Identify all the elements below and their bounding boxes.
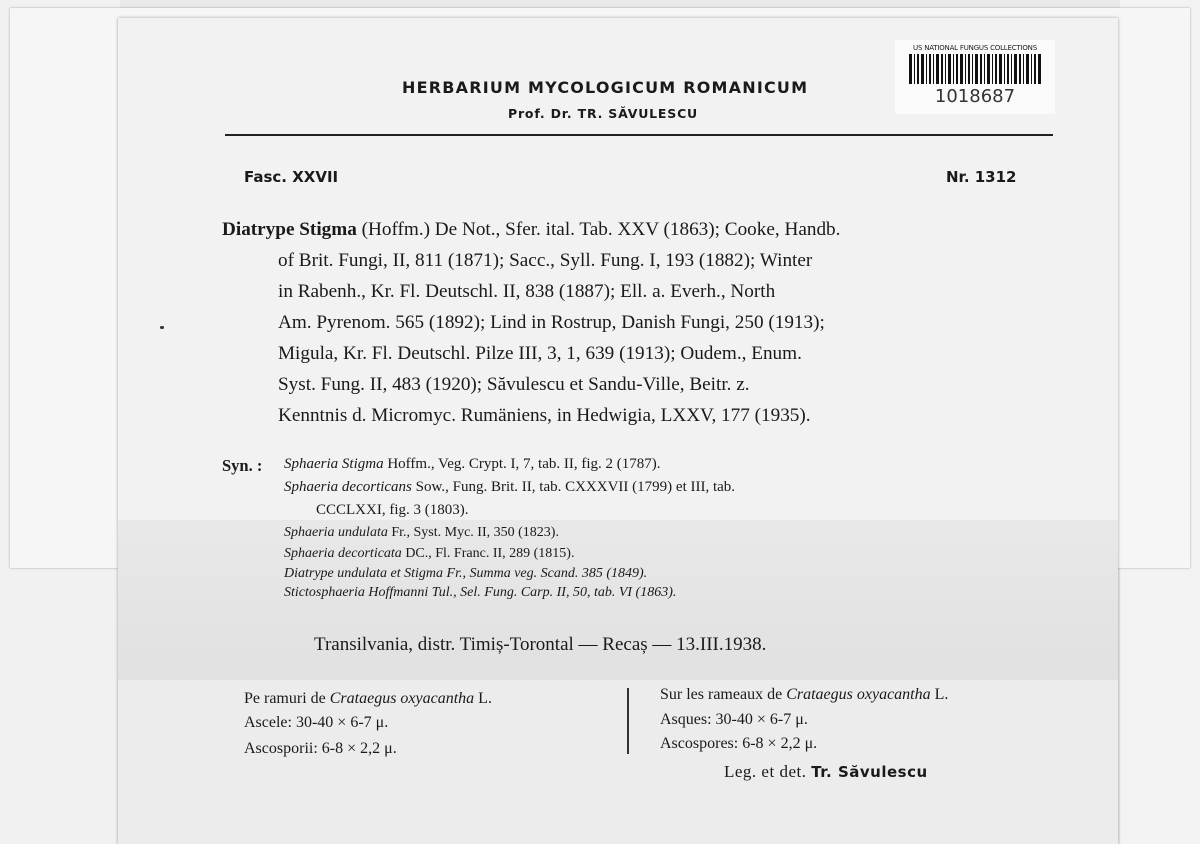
synonym-entry: Sphaeria decorticata DC., Fl. Franc. II, 289 (1815). xyxy=(284,546,575,561)
citation-line: of Brit. Fungi, II, 811 (1871); Sacc., Syll. Fung. I, 193 (1882); Winter xyxy=(278,250,813,271)
barcode-number: 1018687 xyxy=(934,86,1016,107)
synonyms-label: Syn. : xyxy=(222,456,263,475)
citation-line: Migula, Kr. Fl. Deutschl. Pilze III, 3, 1, 639 (1913); Oudem., Enum. xyxy=(278,343,802,364)
host-french: Sur les rameaux de Crataegus oxyacantha L. xyxy=(660,686,949,703)
host-romanian: Pe ramuri de Crataegus oxyacantha L. xyxy=(244,690,492,707)
synonym-entry: Stictosphaeria Hoffmanni Tul., Sel. Fung. Carp. II, 50, tab. VI (1863). xyxy=(284,585,677,600)
spores-french: Ascospores: 6-8 × 2,2 μ. xyxy=(660,735,818,752)
species-citation xyxy=(222,214,1062,431)
spores-romanian: Ascosporii: 6-8 × 2,2 μ. xyxy=(244,740,397,757)
header-subtitle: Prof. Dr. TR. SĂVULESCU xyxy=(508,106,698,121)
locality: Transilvania, distr. Timiș-Torontal — Recaș — 13.III.1938. xyxy=(314,634,767,655)
specimen-number: Nr. 1312 xyxy=(946,168,1017,186)
synonym-entry: Sphaeria decorticans Sow., Fung. Brit. II, tab. CXXXVII (1799) et III, tab. xyxy=(284,479,736,495)
barcode-sticker xyxy=(895,40,1055,114)
citation-line: Diatrype Stigma (Hoffm.) De Not., Sfer. ital. Tab. XXV (1863); Cooke, Handb. xyxy=(222,219,841,240)
asci-romanian: Ascele: 30-40 × 6-7 μ. xyxy=(244,714,389,731)
header-rule xyxy=(225,134,1053,136)
citation-line: Am. Pyrenom. 565 (1892); Lind in Rostrup, Danish Fungi, 250 (1913); xyxy=(278,312,825,333)
barcode-caption: US NATIONAL FUNGUS COLLECTIONS xyxy=(913,44,1037,52)
synonym-entry: Diatrype undulata et Stigma Fr., Summa veg. Scand. 385 (1849). xyxy=(284,566,648,581)
collector-name: Tr. Săvulescu xyxy=(811,763,928,781)
species-name: Diatrype Stigma xyxy=(222,219,357,240)
ink-speck xyxy=(160,326,164,329)
column-divider xyxy=(627,688,629,754)
synonym-entry: Sphaeria Stigma Hoffm., Veg. Crypt. I, 7, tab. II, fig. 2 (1787). xyxy=(284,456,661,472)
header-title: HERBARIUM MYCOLOGICUM ROMANICUM xyxy=(402,78,809,97)
synonym-entry: CCCLXXI, fig. 3 (1803). xyxy=(316,502,469,518)
fascicle-label: Fasc. XXVII xyxy=(244,168,339,186)
asci-french: Asques: 30-40 × 6-7 μ. xyxy=(660,711,808,728)
citation-line: Syst. Fung. II, 483 (1920); Săvulescu et Sandu-Ville, Beitr. z. xyxy=(278,374,750,395)
synonym-entry: Sphaeria undulata Fr., Syst. Myc. II, 350 (1823). xyxy=(284,525,559,540)
barcode-icon xyxy=(909,54,1041,84)
collector-line: Leg. et det. Tr. Săvulescu xyxy=(724,762,928,781)
citation-line: in Rabenh., Kr. Fl. Deutschl. II, 838 (1887); Ell. a. Everh., North xyxy=(278,281,776,302)
citation-line: Kenntnis d. Micromyc. Rumäniens, in Hedwigia, LXXV, 177 (1935). xyxy=(278,405,811,426)
